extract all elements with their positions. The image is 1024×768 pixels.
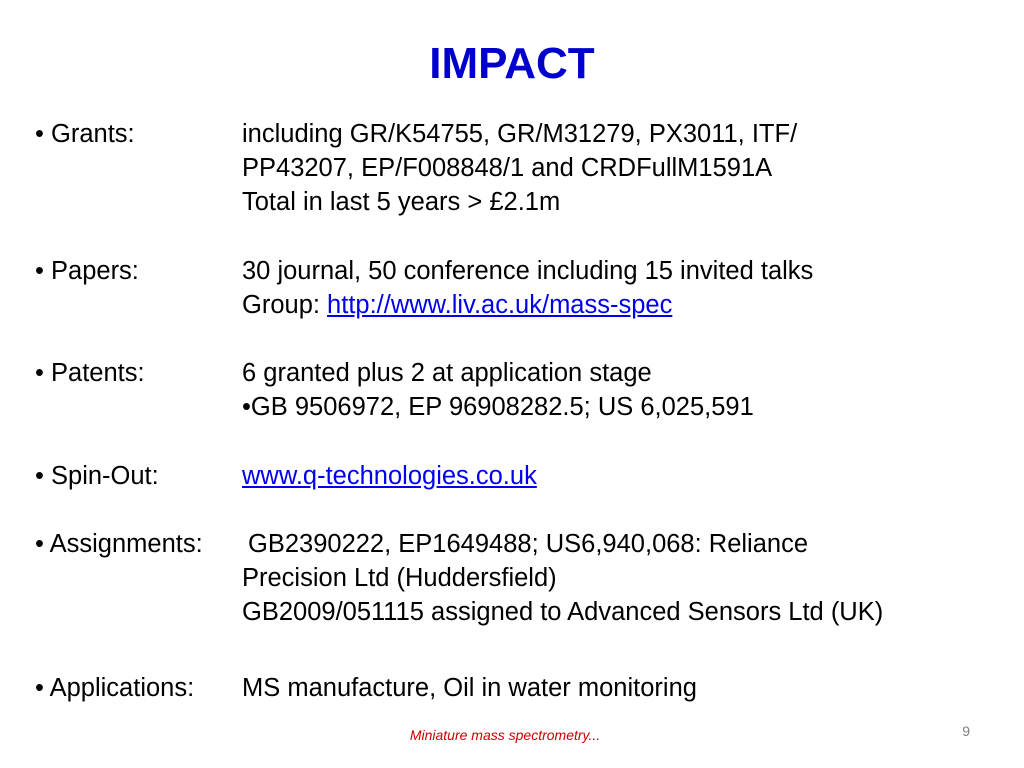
spinout-label: • Spin-Out: [35,462,159,490]
patents-line-2: •GB 9506972, EP 96908282.5; US 6,025,591 [242,393,754,421]
spinout-link [242,459,537,493]
slide-title: IMPACT [429,39,595,88]
papers-label: • Papers: [35,257,139,285]
grants-line-3: Total in last 5 years > £2.1m [242,188,561,216]
patents-label: • Patents: [35,359,145,387]
assignments-label: • Assignments: [35,530,203,558]
patents-line-1: 6 granted plus 2 at application stage [242,359,652,387]
assignments-line-1: GB2390222, EP1649488; US6,940,068: Reliance [248,530,809,558]
grants-line-1: including GR/K54755, GR/M31279, PX3011, ITF/ [242,120,798,148]
papers-group-prefix: Group: [242,291,328,319]
assignments-line-3: GB2009/051115 assigned to Advanced Sensors Ltd (UK) [242,598,884,626]
slide-footer: Miniature mass spectrometry... [409,727,601,743]
assignments-line-2: Precision Ltd (Huddersfield) [242,564,557,592]
papers-line-1: 30 journal, 50 conference including 15 invited talks [242,257,814,285]
page-number: 9 [962,723,970,739]
papers-group-line [242,288,672,322]
grants-label: • Grants: [35,120,135,148]
applications-label: • Applications: [35,674,195,702]
grants-line-2: PP43207, EP/F008848/1 and CRDFullM1591A [242,154,773,182]
spinout-website-link[interactable]: www.q-technologies.co.uk [242,462,537,490]
applications-line-1: MS manufacture, Oil in water monitoring [242,674,697,702]
group-website-link[interactable]: http://www.liv.ac.uk/mass-spec [327,291,673,319]
